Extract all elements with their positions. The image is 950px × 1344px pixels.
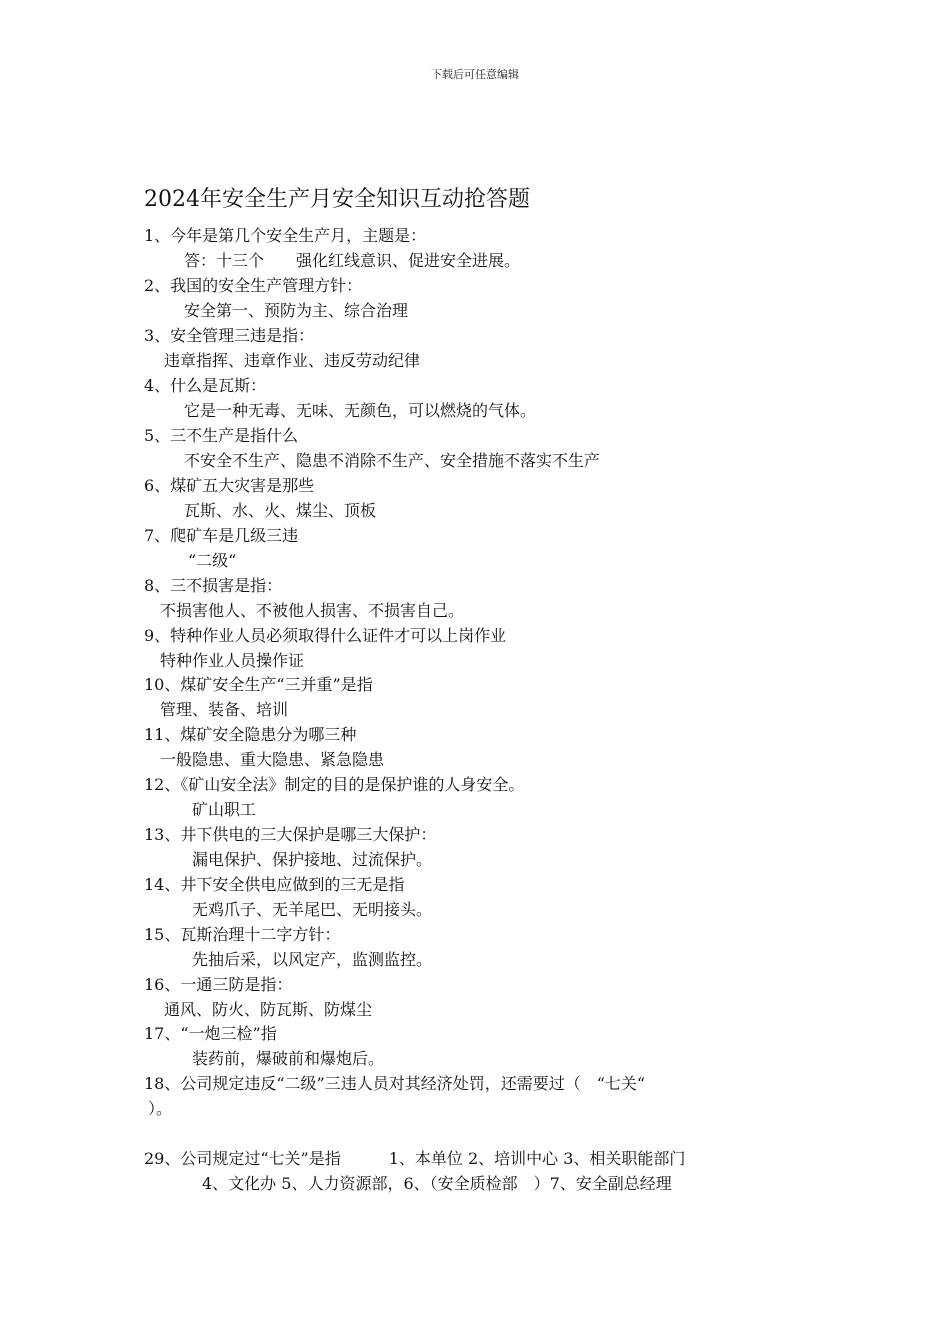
question-10: 10、煤矿安全生产“三并重”是指 xyxy=(144,675,373,694)
answer-6: 瓦斯、水、火、煤尘、顶板 xyxy=(184,501,377,520)
answer-9: 特种作业人员操作证 xyxy=(160,651,305,670)
question-9: 9、特种作业人员必须取得什么证件才可以上岗作业 xyxy=(144,626,507,645)
answer-13: 漏电保护、保护接地、过流保护。 xyxy=(192,850,433,869)
question-29-continuation: 4、文化办 5、人力资源部，6、（安全质检部 ）7、安全副总经理 xyxy=(202,1174,672,1193)
question-6: 6、煤矿五大灾害是那些 xyxy=(144,476,315,495)
answer-3: 违章指挥、违章作业、违反劳动纪律 xyxy=(164,351,421,370)
question-3: 3、安全管理三违是指： xyxy=(144,326,315,345)
answer-1: 答：十三个 强化红线意识、促进安全进展。 xyxy=(184,251,521,270)
answer-17: 装药前，爆破前和爆炮后。 xyxy=(192,1049,385,1068)
document-title: 2024年安全生产月安全知识互动抢答题 xyxy=(144,187,530,212)
answer-10: 管理、装备、培训 xyxy=(160,700,289,719)
question-13: 13、井下供电的三大保护是哪三大保护： xyxy=(144,825,437,844)
question-11: 11、煤矿安全隐患分为哪三种 xyxy=(144,725,357,744)
question-5: 5、三不生产是指什么 xyxy=(144,426,299,445)
answer-16: 通风、防火、防瓦斯、防煤尘 xyxy=(164,1000,373,1019)
answer-15: 先抽后采，以风定产，监测监控。 xyxy=(192,950,433,969)
answer-11: 一般隐患、重大隐患、紧急隐患 xyxy=(160,750,385,769)
question-14: 14、井下安全供电应做到的三无是指 xyxy=(144,875,405,894)
answer-7: “二级“ xyxy=(188,551,237,570)
question-16: 16、一通三防是指： xyxy=(144,975,293,994)
page-header: 下载后可任意编辑 xyxy=(431,68,519,81)
question-8: 8、三不损害是指： xyxy=(144,576,283,595)
question-15: 15、瓦斯治理十二字方针： xyxy=(144,925,341,944)
question-4: 4、什么是瓦斯： xyxy=(144,376,267,395)
question-1: 1、今年是第几个安全生产月，主题是： xyxy=(144,226,427,245)
answer-12: 矿山职工 xyxy=(192,800,257,819)
question-2: 2、我国的安全生产管理方针： xyxy=(144,276,363,295)
question-29: 29、公司规定过“七关”是指 1、本单位 2、培训中心 3、相关职能部门 xyxy=(144,1149,686,1168)
answer-2: 安全第一、预防为主、综合治理 xyxy=(184,301,409,320)
question-18-continuation: ）。 xyxy=(148,1099,173,1118)
question-17: 17、“一炮三检”指 xyxy=(144,1024,277,1043)
question-12: 12、《矿山安全法》制定的目的是保护谁的人身安全。 xyxy=(144,775,525,794)
question-18: 18、公司规定违反“二级”三违人员对其经济处罚，还需要过（ “七关“ xyxy=(144,1074,646,1093)
question-7: 7、爬矿车是几级三违 xyxy=(144,526,299,545)
answer-14: 无鸡爪子、无羊尾巴、无明接头。 xyxy=(192,900,433,919)
answer-8: 不损害他人、不被他人损害、不损害自己。 xyxy=(160,601,465,620)
answer-4: 它是一种无毒、无味、无颜色，可以燃烧的气体。 xyxy=(184,401,537,420)
answer-5: 不安全不生产、隐患不消除不生产、安全措施不落实不生产 xyxy=(184,451,601,470)
